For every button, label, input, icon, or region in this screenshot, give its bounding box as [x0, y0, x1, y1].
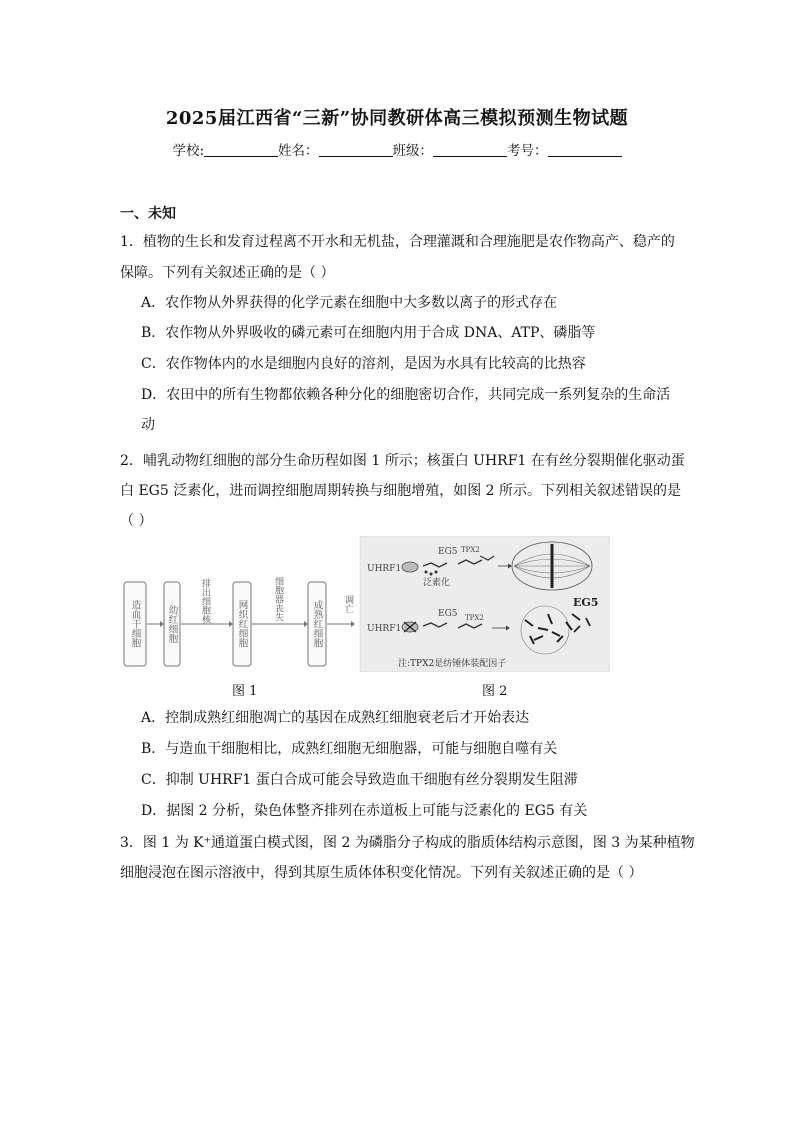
- fig1-arrow-organelle-loss: 细胞器丧失: [273, 576, 283, 622]
- q1-option-c[interactable]: C．农作物体内的水是细胞内良好的溶剂，是因为水具有比较高的比热容: [141, 356, 586, 372]
- fig2-eg5-bottom: EG5: [438, 609, 458, 619]
- fig1-box-reticulocyte-label: 网织红细胞: [236, 600, 248, 648]
- fig2-eg5-top: EG5: [438, 547, 458, 557]
- fig1-arrow-enucleation: 排出细胞核: [200, 578, 210, 624]
- q1-option-a[interactable]: A．农作物从外界获得的化学元素在细胞中大多数以离子的形式存在: [141, 295, 558, 311]
- q3-stem-line1: 3．图 1 为 K⁺通道蛋白模式图，图 2 为磷脂分子构成的脂质体结构示意图，图 3 为某种植物: [120, 835, 695, 851]
- section-heading: 一、未知: [120, 206, 176, 222]
- q2-option-a[interactable]: A．控制成熟红细胞凋亡的基因在成熟红细胞衰老后才开始表达: [141, 710, 530, 726]
- name-label: 姓名：: [278, 143, 319, 159]
- q2-stem-line2: 白 EG5 泛素化，进而调控细胞周期转换与细胞增殖，如图 2 所示。下列相关叙述错误的是: [120, 483, 682, 499]
- fig1-arrow-apoptosis: 凋亡: [343, 595, 353, 613]
- q1-option-d[interactable]: D．农田中的所有生物都依赖各种分化的细胞密切合作，共同完成一系列复杂的生命活: [141, 387, 671, 403]
- school-label: 学校:: [172, 143, 205, 159]
- page-title: 2025届江西省“三新”协同教研体高三模拟预测生物试题: [165, 108, 629, 129]
- fig2-note: 注:TPX2是纺锤体装配因子: [398, 659, 507, 669]
- student-info-row: [0, 139, 794, 159]
- q2-option-d[interactable]: D．据图 2 分析，染色体整齐排列在赤道板上可能与泛素化的 EG5 有关: [141, 803, 588, 819]
- q2-stem-line1: 2．哺乳动物红细胞的部分生命历程如图 1 所示；核蛋白 UHRF1 在有丝分裂期催化驱动蛋: [120, 453, 685, 469]
- fig2-eg5-right: EG5: [573, 596, 599, 609]
- exam-number-blank[interactable]: [548, 142, 622, 157]
- fig1-box-young-rbc-label: 幼红细胞: [166, 605, 178, 643]
- q2-option-c[interactable]: C．抑制 UHRF1 蛋白合成可能会导致造血干细胞有丝分裂期发生阻滞: [141, 772, 578, 788]
- fig1-box-stem-cell-label: 造血干细胞: [129, 600, 141, 648]
- fig1-caption: 图 1: [232, 684, 258, 699]
- figure1-flow: [124, 576, 355, 666]
- fig1-box-mature-rbc-label: 成熟红细胞: [311, 600, 323, 648]
- q1-stem-line2: 保障。下列有关叙述正确的是（ ）: [120, 265, 335, 281]
- fig2-uhrf1-top: UHRF1: [367, 564, 402, 574]
- fig2-tpx2-top: TPX2: [461, 546, 480, 554]
- school-blank[interactable]: [204, 142, 278, 157]
- class-label: 班级：: [392, 143, 434, 159]
- figure2-diagram: [360, 536, 610, 672]
- q1-stem-line1: 1．植物的生长和发育过程离不开水和无机盐，合理灌溉和合理施肥是农作物高产、稳产的: [120, 234, 675, 250]
- fig2-tpx2-bottom: TPX2: [465, 614, 484, 622]
- q2-option-b[interactable]: B．与造血干细胞相比，成熟红细胞无细胞器，可能与细胞自噬有关: [141, 741, 558, 757]
- fig2-ubiquitination: 泛素化: [423, 578, 451, 588]
- class-blank[interactable]: [433, 142, 507, 157]
- fig2-uhrf1-bottom: UHRF1: [367, 624, 402, 634]
- fig2-caption: 图 2: [482, 684, 508, 699]
- q2-stem-line3: （ ）: [120, 513, 153, 529]
- q1-option-d-cont: 动: [141, 417, 155, 433]
- name-blank[interactable]: [319, 142, 393, 157]
- q2-figure-svg: [120, 536, 610, 672]
- exam-number-label: 考号：: [507, 143, 548, 159]
- q3-stem-line2: 细胞浸泡在图示溶液中，得到其原生质体体积变化情况。下列有关叙述正确的是（ ）: [120, 865, 643, 881]
- q2-figure: [120, 536, 610, 672]
- q1-option-b[interactable]: B．农作物从外界吸收的磷元素可在细胞内用于合成 DNA、ATP、磷脂等: [141, 325, 596, 341]
